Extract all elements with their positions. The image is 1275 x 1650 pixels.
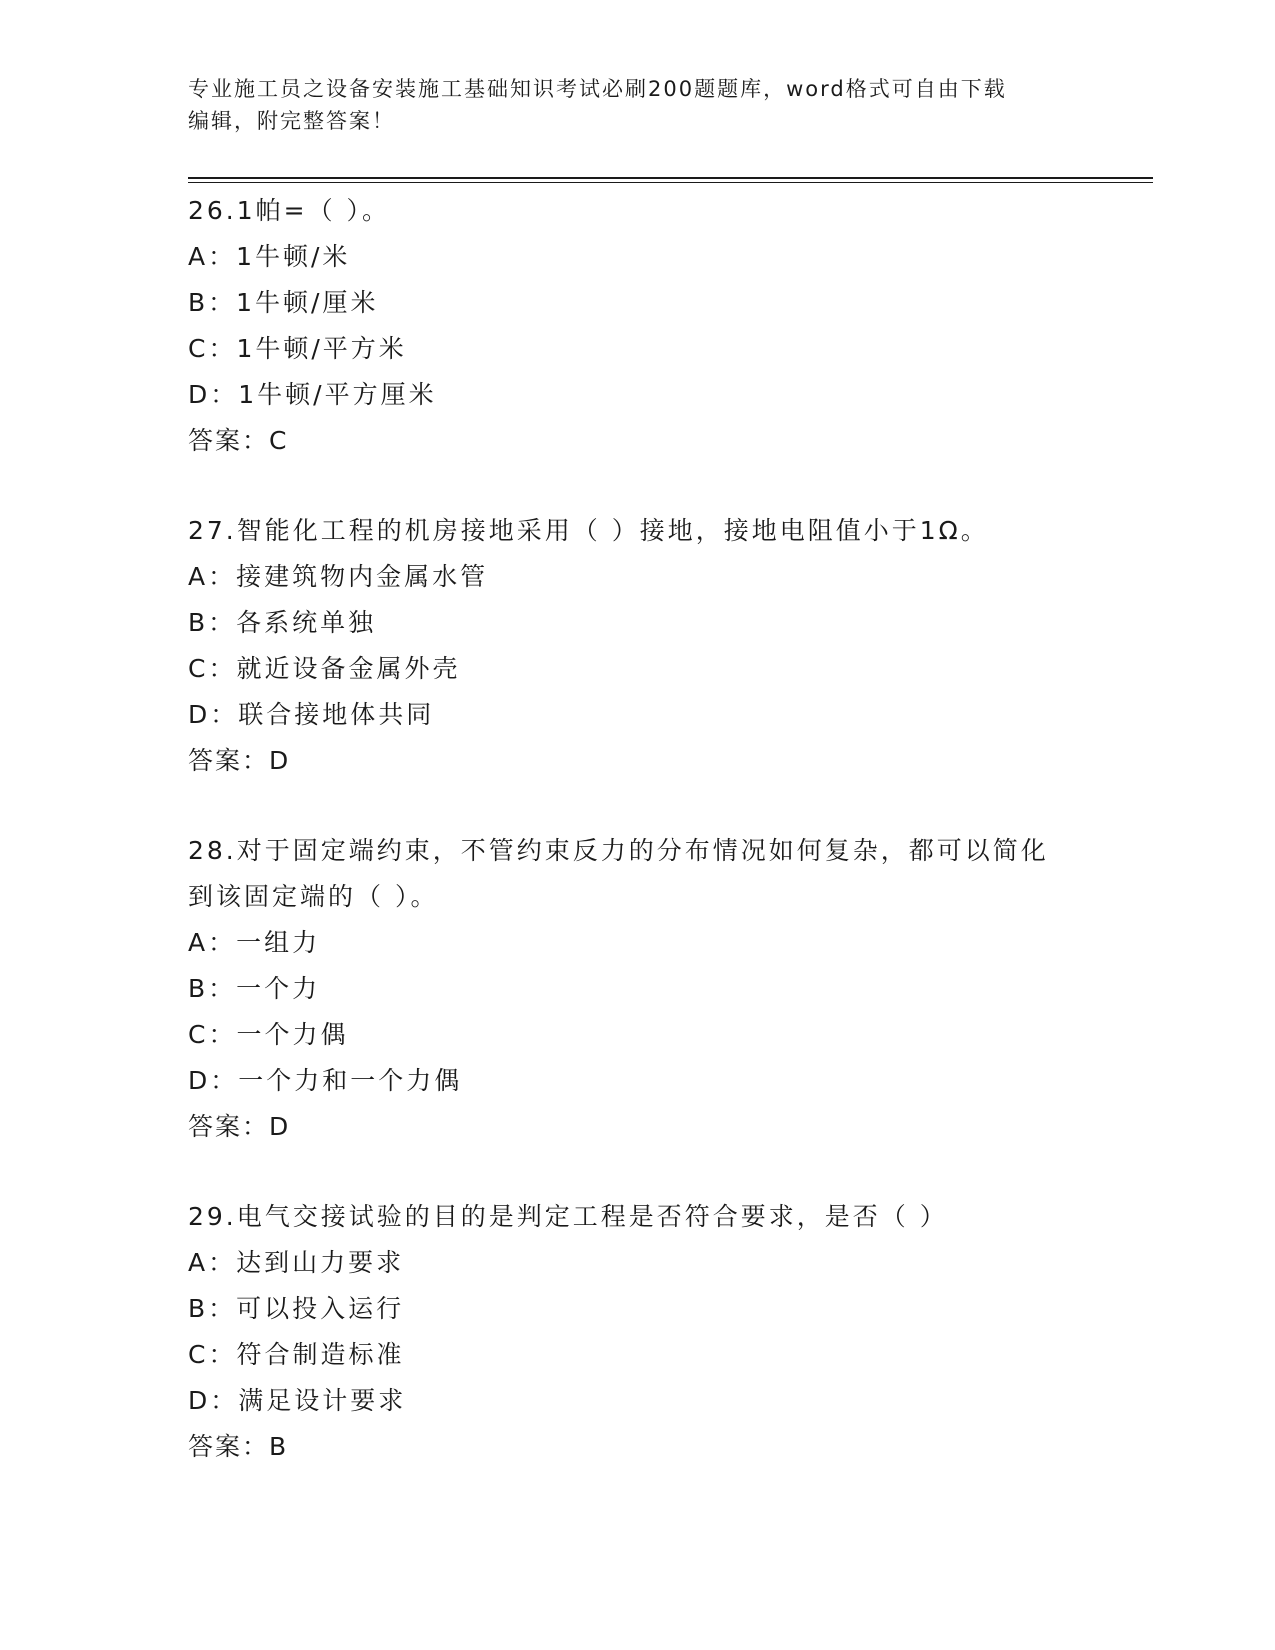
option-c: C：一个力偶 — [188, 1020, 349, 1049]
answer: 答案：C — [188, 426, 289, 455]
option-d: D：联合接地体共同 — [188, 700, 435, 729]
option-a: A：一组力 — [188, 928, 321, 957]
question-stem: 26.1帕=（ ）。 — [188, 196, 391, 225]
option-c: C：符合制造标准 — [188, 1340, 405, 1369]
option-b: B：1牛顿/厘米 — [188, 288, 379, 317]
header-title-line-2: 编辑，附完整答案！ — [188, 109, 395, 133]
question-27 — [188, 508, 1088, 784]
option-a: A：接建筑物内金属水管 — [188, 562, 489, 591]
option-d: D：满足设计要求 — [188, 1386, 407, 1415]
question-29 — [188, 1194, 1088, 1470]
option-d: D：一个力和一个力偶 — [188, 1066, 463, 1095]
question-26 — [188, 188, 1088, 464]
option-b: B：一个力 — [188, 974, 321, 1003]
question-28 — [188, 828, 1088, 1150]
option-b: B：各系统单独 — [188, 608, 377, 637]
question-stem-line-1: 28.对于固定端约束，不管约束反力的分布情况如何复杂，都可以简化 — [188, 836, 1049, 865]
option-d: D：1牛顿/平方厘米 — [188, 380, 437, 409]
option-c: C：就近设备金属外壳 — [188, 654, 461, 683]
question-stem-line-2: 到该固定端的（ ）。 — [188, 882, 439, 911]
answer: 答案：D — [188, 1112, 291, 1141]
question-stem: 27.智能化工程的机房接地采用（ ）接地，接地电阻值小于1Ω。 — [188, 516, 989, 545]
header-title-line-1: 专业施工员之设备安装施工基础知识考试必刷200题题库，word格式可自由下载 — [188, 77, 1007, 101]
answer: 答案：B — [188, 1432, 289, 1461]
header-divider-thin — [188, 182, 1153, 183]
answer: 答案：D — [188, 746, 291, 775]
question-stem: 29.电气交接试验的目的是判定工程是否符合要求，是否（ ） — [188, 1202, 948, 1231]
option-b: B：可以投入运行 — [188, 1294, 405, 1323]
option-a: A：达到山力要求 — [188, 1248, 405, 1277]
option-c: C：1牛顿/平方米 — [188, 334, 407, 363]
option-a: A：1牛顿/米 — [188, 242, 351, 271]
document-header — [188, 73, 1088, 137]
header-divider-thick — [188, 177, 1153, 179]
question-list — [188, 188, 1088, 1470]
